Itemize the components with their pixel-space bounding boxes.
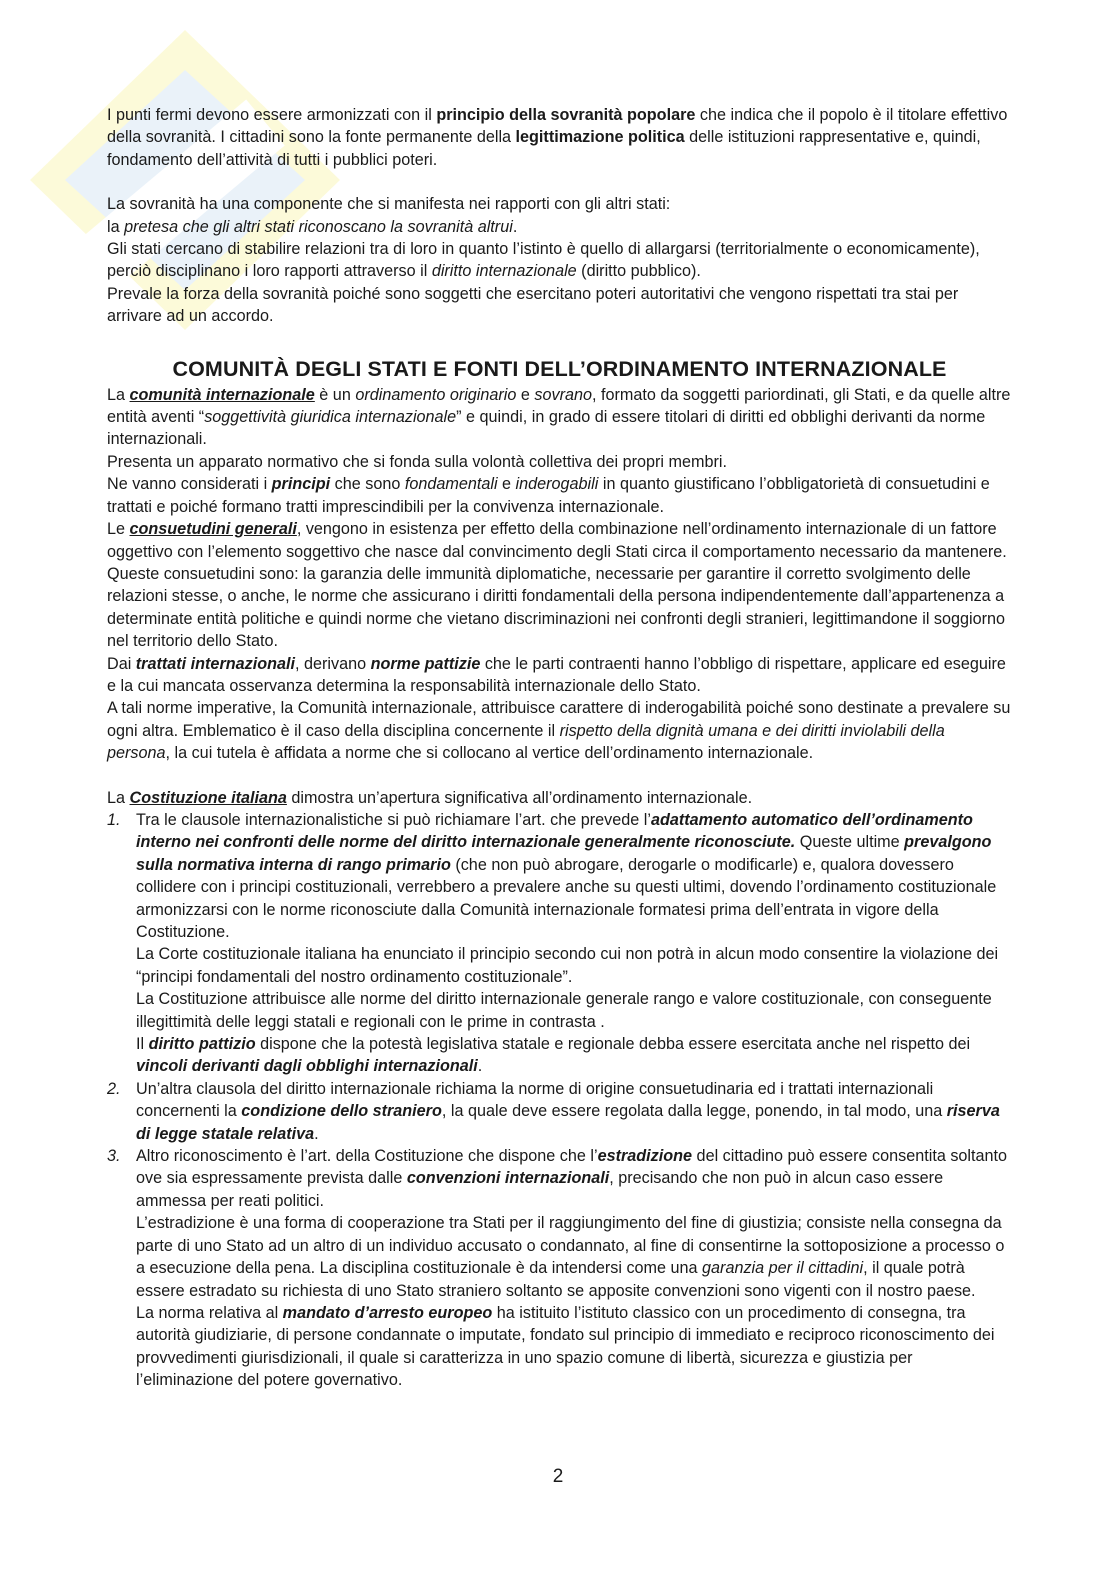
emphasis-text: convenzioni internazionali — [406, 1169, 610, 1188]
text-run: e — [516, 385, 535, 404]
list-item — [107, 809, 1012, 1078]
text-run: che sono — [330, 475, 405, 494]
emphasis-text: vincoli derivanti dagli obblighi internazionali — [136, 1057, 478, 1076]
text-run: ” e quindi, in grado di essere titolari di diritti ed obblighi derivanti da norme internazionali. — [107, 408, 986, 449]
text-run: . — [477, 1057, 483, 1076]
section-heading: COMUNITÀ DEGLI STATI E FONTI DELL’ORDINAMENTO INTERNAZIONALE — [172, 356, 947, 381]
text-run: Presenta un apparato normativo che si fonda sulla volontà collettiva dei propri membri. — [107, 452, 727, 471]
emphasis-text: riserva di legge statale relativa — [136, 1102, 1000, 1143]
list-item — [107, 1145, 1012, 1391]
text-run: (diritto pubblico). — [576, 262, 701, 281]
emphasis-text: mandato d’arresto europeo — [282, 1303, 493, 1322]
text-run: La Corte costituzionale italiana ha enunciato il principio secondo cui non potrà in alcun modo consentire la violazione dei “principi fondamentali del nostro ordinamento costituzionale”. — [136, 945, 999, 986]
text-run: Un’altra clausola del diritto internazionale richiama la norme di origine consuetudinaria ed i trattati internazionali concernenti la — [136, 1079, 934, 1121]
text-run: , precisando che non può in alcun caso essere ammessa per reati politici. — [136, 1169, 944, 1210]
text-run: (che non può abrogare, derogarle o modificarle) e, qualora dovessero collidere con i principi costituzionali, verrebbero a prevalere anche su questi ultimi, dovendo l’ordinamento costituzionale armonizzarsi con le norme riconosciute dalla Comunità internazionale formatesi prima dell’entrata in vigore della Costituzione. — [136, 855, 997, 941]
text-run: Il — [136, 1035, 149, 1054]
text-run: I punti fermi devono essere armonizzati con il — [107, 106, 437, 124]
emphasis-text: estradizione — [597, 1147, 693, 1166]
list-item-paragraph — [136, 1145, 1012, 1212]
text-run: e — [497, 475, 516, 494]
text-run: Queste ultime — [795, 833, 905, 852]
emphasis-text: fondamentali — [404, 475, 498, 494]
text-run: la — [107, 217, 125, 236]
text-run: . — [314, 1124, 319, 1143]
list-item-number: 3. — [107, 1147, 121, 1166]
text-run: Ne vanno considerati i — [107, 475, 272, 494]
emphasis-text: inderogabili — [515, 475, 599, 494]
section-paragraph-3 — [107, 473, 1012, 518]
text-run: è un — [314, 385, 356, 404]
list-item — [107, 1078, 1012, 1145]
emphasis-text: comunità internazionale — [129, 385, 315, 404]
emphasis-text: trattati internazionali — [135, 654, 295, 673]
emphasis-text: sovrano — [534, 385, 592, 404]
text-run: dispone che la potestà legislativa statale e regionale debba essere esercitata anche nel rispetto dei — [255, 1035, 971, 1054]
text-run: , il quale potrà essere estradato su richiesta di uno Stato straniero soltanto se apposite convenzioni sono vigenti con il nostro paese. — [136, 1259, 976, 1300]
section-paragraph-5 — [107, 653, 1012, 698]
text-run: Dai — [107, 654, 136, 673]
text-run: che indica che il popolo è il titolare effettivo della sovranità. I cittadini sono la fonte permanente della — [107, 106, 1008, 147]
text-run: delle istituzioni rappresentative e, quindi, fondamento dell’attività di tutti i pubblici poteri. — [107, 128, 981, 169]
emphasis-text: adattamento automatico dell’ordinamento interno nei confronti delle norme del diritto internazionale generalmente riconosciute. — [136, 810, 973, 852]
emphasis-text: principi — [271, 475, 331, 494]
emphasis-text: norme pattizie — [370, 654, 481, 673]
text-run: , la quale deve essere regolata dalla legge, ponendo, in tal modo, una — [441, 1102, 947, 1121]
list-item-number: 1. — [107, 810, 121, 829]
text-run: La norma relativa al — [136, 1303, 283, 1322]
list-item-paragraph — [136, 1212, 1012, 1302]
text-run: Altro riconoscimento è l’art. della Costituzione che dispone che l’ — [136, 1147, 598, 1166]
intro-paragraph-2-line-1: La sovranità ha una componente che si manifesta nei rapporti con gli altri stati: — [107, 195, 671, 214]
list-item-paragraph — [136, 1078, 1012, 1145]
emphasis-text: legittimazione politica — [515, 128, 685, 147]
text-run: La Costituzione attribuisce alle norme del diritto internazionale generale rango e valore costituzionale, con conseguente illegittimità delle leggi statali e regionali con le prime in contrasta . — [136, 990, 992, 1031]
emphasis-text: condizione dello straniero — [241, 1102, 442, 1121]
section-paragraph-2 — [107, 451, 1012, 473]
emphasis-text: rispetto della dignità umana e dei diritti inviolabili della persona — [107, 721, 945, 763]
emphasis-text: ordinamento originario — [355, 385, 517, 404]
emphasis-text: pretesa che gli altri stati riconoscano la sovranità altrui — [124, 217, 513, 236]
list-item-paragraph — [136, 1033, 1012, 1078]
emphasis-text: consuetudini generali — [129, 520, 297, 539]
text-run: , la cui tutela è affidata a norme che si collocano al vertice dell’ordinamento internazionale. — [165, 744, 814, 763]
emphasis-text: principio della sovranità popolare — [436, 106, 696, 124]
text-run: , vengono in esistenza per effetto della combinazione nell’ordinamento internazionale di un fattore oggettivo con l’elemento soggettivo che nasce dal convincimento degli Stati circa il comportamento necessario da mantenere. Queste consuetudini sono: la garanzia delle immunità diplomatiche, necessarie per garantire il corretto svolgimento delle relazioni stesse, o anche, le norme che assicurano i diritti fondamentali della persona indipendentemente dall’appartenenza a determinate entità politiche e quindi norme che vietano discriminazioni nei confronti degli stranieri, legittimandone il soggiorno nel territorio dello Stato. — [107, 520, 1007, 651]
intro-paragraph-4: Prevale la forza della sovranità poiché sono soggetti che esercitano poteri autoritativi che vengono rispettati tra stai per arrivare ad un accordo. — [107, 284, 959, 326]
text-run: in quanto giustificano l’obbligatorietà di consuetudini e trattati e poiché formano tratti imprescindibili per la convivenza internazionale. — [107, 475, 990, 516]
text-run: che le parti contraenti hanno l’obbligo di rispettare, applicare ed eseguire e la cui mancata osservanza determina la responsabilità internazionale dello Stato. — [107, 654, 1006, 695]
costituzione-intro — [107, 787, 1012, 809]
intro-paragraph-2-line-2 — [107, 216, 1012, 238]
text-run: del cittadino può essere consentita soltanto ove sia espressamente prevista dalle — [136, 1147, 1008, 1188]
text-run: Tra le clausole internazionalistiche si può richiamare l’art. che prevede l’ — [136, 810, 651, 829]
list-item-number: 2. — [107, 1079, 121, 1098]
text-run: . — [512, 217, 518, 236]
document-page — [107, 104, 1012, 1392]
emphasis-text: garanzia per il cittadini — [702, 1259, 864, 1278]
list-item-paragraph — [136, 943, 1012, 988]
intro-paragraph-1 — [107, 104, 1012, 171]
section-paragraph-1 — [107, 384, 1012, 451]
emphasis-text: diritto pattizio — [148, 1035, 256, 1054]
list-item-paragraph — [136, 1302, 1012, 1392]
list-item-paragraph — [136, 809, 1012, 943]
emphasis-text: prevalgono sulla normativa interna di rango primario — [136, 833, 992, 874]
list-item-paragraph — [136, 988, 1012, 1033]
text-run: ha istituito l’istituto classico con un procedimento di consegna, tra autorità giudiziarie, di persone condannate o imputate, fondato sul principio di immediato e reciproco riconoscimento dei provvedimenti giurisdizionali, il quale si caratterizza in uno spazio comune di libertà, sicurezza e giustizia per l’eliminazione del potere governativo. — [136, 1303, 995, 1390]
costituzione-list — [107, 809, 1012, 1392]
text-run: , derivano — [295, 654, 371, 673]
text-run: dimostra un’apertura significativa all’ordinamento internazionale. — [286, 788, 753, 807]
emphasis-text: diritto internazionale — [431, 262, 577, 281]
text-run: , formato da soggetti pariordinati, gli Stati, e da quelle altre entità aventi “ — [107, 385, 1011, 427]
emphasis-text: soggettività giuridica internazionale — [204, 408, 457, 427]
section-paragraph-6 — [107, 697, 1012, 764]
text-run: La — [107, 385, 130, 404]
section-paragraph-4 — [107, 518, 1012, 652]
text-run: L’estradizione è una forma di cooperazione tra Stati per il raggiungimento del fine di giustizia; consiste nella consegna da parte di uno Stato ad un altro di un individuo accusato o condannato, al fine di consentirne la sottoposizione a processo o a esecuzione della pena. La disciplina costituzionale è da intendersi come una — [136, 1214, 1005, 1278]
text-run: Gli stati cercano di stabilire relazioni tra di loro in quanto l’istinto è quello di allargarsi (territorialmente o economicamente), perciò disciplinano i loro rapporti attraverso il — [107, 240, 980, 281]
intro-paragraph-3 — [107, 238, 1012, 283]
emphasis-text: Costituzione italiana — [129, 788, 287, 807]
text-run: A tali norme imperative, la Comunità internazionale, attribuisce carattere di inderogabilità poiché sono destinate a prevalere su ogni altra. Emblematico è il caso della disciplina concernente il — [107, 699, 1011, 740]
text-run: La — [107, 788, 130, 807]
page-number: 2 — [552, 1466, 564, 1487]
text-run: Le — [107, 520, 130, 539]
